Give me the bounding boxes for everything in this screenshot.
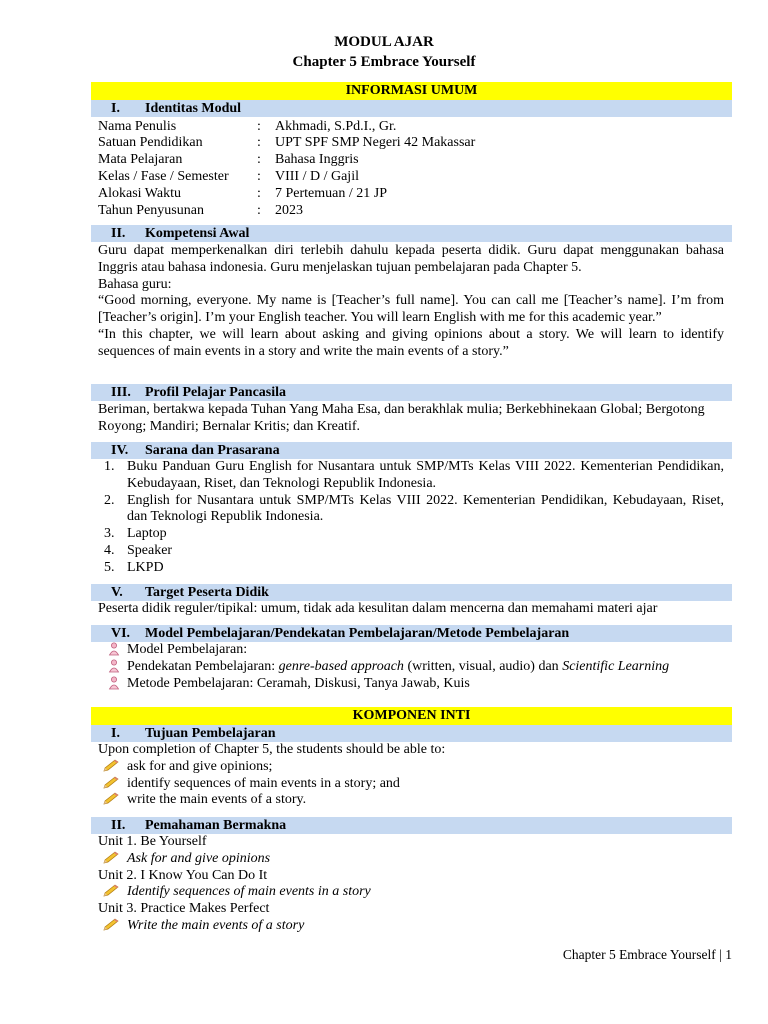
section-heading: Kompetensi Awal bbox=[145, 226, 250, 241]
section-heading: Pemahaman Bermakna bbox=[145, 818, 287, 833]
tujuan-body bbox=[98, 742, 728, 809]
identity-colon: : bbox=[257, 203, 261, 218]
identity-value: UPT SPF SMP Negeri 42 Makassar bbox=[275, 135, 476, 150]
section-heading: Tujuan Pembelajaran bbox=[145, 726, 276, 741]
section-number: V. bbox=[111, 585, 123, 600]
list-item-text: ask for and give opinions; bbox=[127, 758, 273, 774]
list-number: 5. bbox=[104, 559, 115, 575]
list-number: 1. bbox=[104, 459, 115, 474]
list-item-text: Laptop bbox=[127, 526, 167, 542]
section-kompetensi-header bbox=[91, 225, 732, 242]
identity-value: Bahasa Inggris bbox=[275, 152, 359, 167]
list-item bbox=[98, 543, 724, 560]
unit-title: Unit 1. Be Yourself bbox=[98, 834, 207, 849]
list-number: 4. bbox=[104, 542, 115, 558]
list-item bbox=[98, 560, 724, 577]
list-item bbox=[98, 759, 728, 776]
section-model-header bbox=[91, 625, 732, 642]
list-item bbox=[98, 526, 724, 543]
list-item bbox=[98, 493, 724, 527]
informasi-umum-band: INFORMASI UMUM bbox=[91, 82, 732, 100]
list-item-text: Scientific Learning bbox=[562, 658, 670, 674]
list-item-text: Buku Panduan Guru English for Nusantara untuk SMP/MTs Kelas VIII 2022. Kementerian Pendidikan, Kebudayaan, Riset, dan Teknologi Republik Indonesia. bbox=[127, 459, 724, 491]
list-item-text: Speaker bbox=[127, 542, 173, 558]
section-number: I. bbox=[111, 101, 120, 116]
list-item bbox=[98, 676, 728, 693]
section-heading: Model Pembelajaran/Pendekatan Pembelajaran/Metode Pembelajaran bbox=[145, 626, 570, 641]
section-number: I. bbox=[111, 726, 120, 741]
teacher-quote: “Good morning, everyone. My name is [Teacher’s full name]. You can call me [Teacher’s name]. I’m from [Teacher’s origin]. I’m your English teacher. You will learn English with me for this academic year.” bbox=[98, 293, 724, 326]
list-item-text: English for Nusantara untuk SMP/MTs Kelas VIII 2022. Kementerian Pendidikan, Kebudayaan, Riset, dan Teknologi Republik Indonesia. bbox=[127, 492, 724, 525]
pencil-icon bbox=[102, 918, 120, 938]
sarana-list bbox=[98, 459, 724, 577]
list-item bbox=[98, 459, 724, 493]
section-target-header bbox=[91, 584, 732, 601]
section-number: VI. bbox=[111, 626, 131, 641]
list-item-text: (written, visual, audio) dan bbox=[403, 658, 563, 674]
identity-colon: : bbox=[257, 135, 261, 150]
section-heading: Target Peserta Didik bbox=[145, 585, 269, 600]
list-item bbox=[98, 851, 728, 868]
identity-label: Alokasi Waktu bbox=[98, 186, 181, 201]
section-profil-header bbox=[91, 384, 732, 401]
pencil-icon bbox=[102, 851, 120, 871]
identity-label: Satuan Pendidikan bbox=[98, 135, 203, 150]
unit-goal: Identify sequences of main events in a story bbox=[127, 884, 371, 900]
identity-value: VIII / D / Gajil bbox=[275, 169, 359, 184]
teacher-quote: “In this chapter, we will learn about asking and giving opinions about a story. We will learn to identify sequences of main events in a story and write the main events of a story.” bbox=[98, 326, 724, 359]
tujuan-intro: Upon completion of Chapter 5, the students should be able to: bbox=[98, 742, 446, 757]
list-item bbox=[98, 642, 728, 659]
list-item-text: identify sequences of main events in a story; and bbox=[127, 775, 400, 791]
identity-colon: : bbox=[257, 119, 261, 134]
profil-body: Beriman, bertakwa kepada Tuhan Yang Maha Esa, dan berakhlak mulia; Berkebhinekaan Global; Bergotong Royong; Mandiri; Bernalar Kritis; dan Kreatif. bbox=[98, 402, 705, 434]
chapter-title: Chapter 5 Embrace Yourself bbox=[292, 54, 476, 70]
target-body: Peserta didik reguler/tipikal: umum, tidak ada kesulitan dalam mencerna dan memahami materi ajar bbox=[98, 601, 658, 616]
section-number: II. bbox=[111, 226, 126, 241]
kompetensi-paragraph: Bahasa guru: bbox=[98, 276, 172, 292]
identity-label: Mata Pelajaran bbox=[98, 152, 183, 167]
list-item bbox=[98, 776, 728, 793]
unit-title: Unit 2. I Know You Can Do It bbox=[98, 867, 268, 883]
pink-person-icon bbox=[108, 676, 120, 696]
list-item-text: genre-based approach bbox=[278, 658, 404, 674]
kompetensi-body bbox=[98, 243, 724, 361]
section-tujuan-header bbox=[91, 725, 732, 742]
pemahaman-body bbox=[98, 834, 728, 935]
section-number: II. bbox=[111, 818, 126, 833]
list-item-text: Pendekatan Pembelajaran: bbox=[127, 658, 279, 674]
section-sarana-header bbox=[91, 442, 732, 459]
list-item-text: LKPD bbox=[127, 559, 164, 575]
section-heading: Profil Pelajar Pancasila bbox=[145, 385, 287, 400]
module-title: MODUL AJAR bbox=[334, 34, 434, 50]
section-number: III. bbox=[111, 385, 131, 400]
section-pemahaman-header bbox=[91, 817, 732, 834]
list-item bbox=[98, 792, 728, 809]
identity-label: Tahun Penyusunan bbox=[98, 203, 204, 218]
pencil-icon bbox=[102, 792, 120, 812]
kompetensi-paragraph: Guru dapat memperkenalkan diri terlebih dahulu kepada peserta didik. Guru dapat menggunakan bahasa Inggris atau bahasa indonesia. Guru menjelaskan tujuan pembelajaran pada Chapter 5. bbox=[98, 243, 724, 275]
unit-goal: Write the main events of a story bbox=[127, 917, 305, 933]
list-number: 2. bbox=[104, 492, 115, 508]
identity-label: Kelas / Fase / Semester bbox=[98, 169, 229, 184]
list-item-text: write the main events of a story. bbox=[127, 792, 307, 808]
section-identitas-header bbox=[91, 100, 732, 117]
identity-value: Akhmadi, S.Pd.I., Gr. bbox=[275, 119, 397, 134]
identity-label: Nama Penulis bbox=[98, 119, 177, 134]
identity-value: 7 Pertemuan / 21 JP bbox=[275, 186, 387, 201]
identity-colon: : bbox=[257, 152, 261, 167]
identity-colon: : bbox=[257, 186, 261, 201]
list-item-text: Model Pembelajaran: bbox=[127, 642, 248, 657]
komponen-inti-band: KOMPONEN INTI bbox=[91, 707, 732, 725]
unit-title: Unit 3. Practice Makes Perfect bbox=[98, 901, 270, 917]
section-heading: Sarana dan Prasarana bbox=[145, 443, 280, 458]
list-item bbox=[98, 659, 728, 676]
unit-goal: Ask for and give opinions bbox=[127, 850, 271, 866]
list-item bbox=[98, 884, 728, 901]
section-heading: Identitas Modul bbox=[145, 101, 242, 116]
pencil-icon bbox=[102, 884, 120, 904]
page-footer: Chapter 5 Embrace Yourself | 1 bbox=[562, 947, 732, 962]
identity-colon: : bbox=[257, 169, 261, 184]
section-number: IV. bbox=[111, 443, 129, 458]
model-list bbox=[98, 642, 728, 692]
list-item-text: Metode Pembelajaran: Ceramah, Diskusi, Tanya Jawab, Kuis bbox=[127, 675, 470, 691]
list-number: 3. bbox=[104, 526, 115, 542]
list-item bbox=[98, 918, 728, 935]
identity-value: 2023 bbox=[275, 203, 303, 218]
